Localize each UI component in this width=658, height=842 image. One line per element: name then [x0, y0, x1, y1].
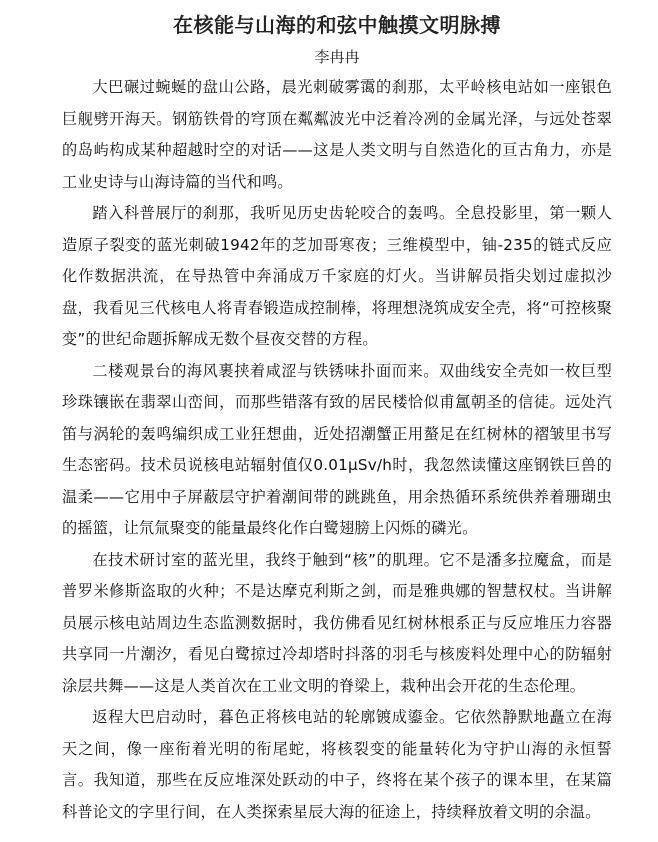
- paragraph-5: 返程大巴启动时，暮色正将核电站的轮廓镀成鎏金。它依然静默地矗立在海天之间，像一座衔着光明的衔尾蛇，将核裂变的能量转化为守护山海的永恒誓言。我知道，那些在反应堆深处跃动的中子，终将在某个孩子的课本里，在某篇科普论文的字里行间，在人类探索星辰大海的征途上，持续释放着文明的余温。: [62, 708, 612, 821]
- document-author: 李冉冉: [314, 48, 360, 66]
- paragraph-2: 踏入科普展厅的刹那，我听见历史齿轮咬合的轰鸣。全息投影里，第一颗人造原子裂变的蓝光刺破1942年的芝加哥寒夜；三维模型中，铀-235的链式反应化作数据洪流，在导热管中奔涌成万千家庭的灯火。当讲解员指尖划过虚拟沙盘，我看见三代核电人将青春锻造成控制棒，将理想浇筑成安全壳，将“可控核聚变”的世纪命题拆解成无数个昼夜交替的方程。: [62, 204, 612, 348]
- document-title: 在核能与山海的和弦中触摸文明脉搏: [173, 13, 501, 37]
- paragraph-4: 在技术研讨室的蓝光里，我终于触到“核”的肌理。它不是潘多拉魔盒，而是普罗米修斯盗取的火种；不是达摩克利斯之剑，而是雅典娜的智慧权杖。当讲解员展示核电站周边生态监测数据时，我仿佛看见红树林根系正与反应堆压力容器共享同一片潮汐，看见白鹭掠过冷却塔时抖落的羽毛与核废料处理中心的防辐射涂层共舞——这是人类首次在工业文明的脊梁上，栽种出会开花的生态伦理。: [62, 550, 612, 695]
- paragraph-1: 大巴碾过蜿蜒的盘山公路，晨光刺破雾霭的刹那，太平岭核电站如一座银色巨舰劈开海天。钢筋铁骨的穹顶在粼粼波光中泛着冷冽的金属光泽，与远处苍翠的岛屿构成某种超越时空的对话——这是人类文明与自然造化的亘古角力，亦是工业史诗与山海诗篇的当代和鸣。: [62, 78, 612, 191]
- paragraph-3: 二楼观景台的海风裹挟着咸涩与铁锈味扑面而来。双曲线安全壳如一枚巨型珍珠镶嵌在翡翠山峦间，而那些错落有致的居民楼恰似甫氲朝圣的信徒。远处汽笛与涡轮的轰鸣编织成工业狂想曲，近处招潮蟹正用螯足在红树林的褶皱里书写生态密码。技术员说核电站辐射值仅0.01μSv/h时，我忽然读懂这座钢铁巨兽的温柔——它用中子屏蔽层守护着潮间带的跳跳鱼，用余热循环系统供养着珊瑚虫的摇篮，让氘氚聚变的能量最终化作白鹭翅膀上闪烁的磷光。: [62, 361, 612, 537]
